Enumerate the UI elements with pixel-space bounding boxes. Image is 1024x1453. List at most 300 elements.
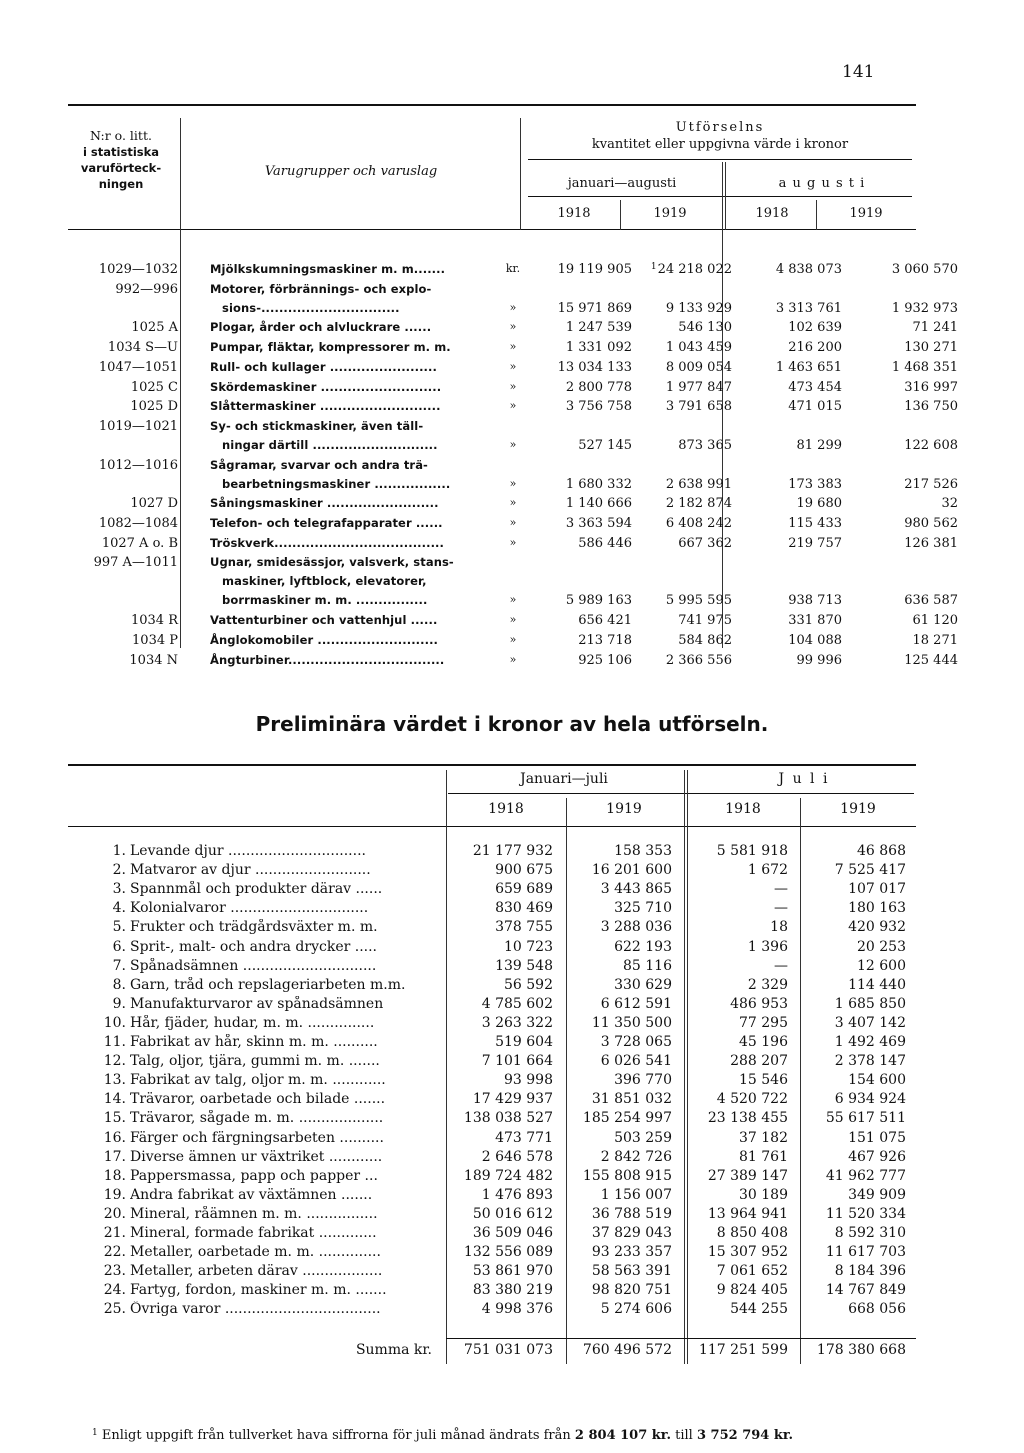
row-number: 1027 A o. B: [101, 535, 178, 551]
table-row: [60, 613, 958, 632]
row-number: 1034 R: [130, 613, 178, 629]
row-number: 1027 D: [130, 496, 178, 512]
sum-label: Summa kr.: [355, 1342, 432, 1358]
table-row: [60, 457, 958, 496]
row-unit: »: [509, 379, 517, 393]
row-name: Såningsmaskiner .........................: [210, 496, 439, 511]
table-row: [60, 281, 958, 320]
row-number: 15.: [103, 1110, 126, 1127]
value-jan-jul-1919: 5 274 606: [600, 1301, 672, 1318]
row-unit: »: [509, 593, 517, 607]
row-name: Rull- och kullager ........................: [210, 359, 437, 374]
value-jan-jul-1918: 56 592: [504, 976, 553, 993]
row-name: Övriga varor ...................................: [130, 1301, 381, 1318]
row-number: 20.: [103, 1205, 126, 1222]
value-jul-1919: 12 600: [857, 957, 906, 974]
table-row: [60, 1149, 920, 1168]
value-text: 6 408 242: [665, 516, 732, 531]
row-name: borrmaskiner m. m. ................: [222, 593, 428, 608]
row-name: Ånglokomobiler ...........................: [210, 632, 439, 647]
table-row: [60, 359, 958, 379]
value-aug-1918: 173 383: [788, 476, 842, 492]
value-text: 667 362: [678, 535, 732, 551]
value-jul-1919: 8 592 310: [834, 1225, 906, 1241]
value-jul-1918: 1 396: [747, 938, 788, 955]
value-jan-aug-1918: 3 363 594: [565, 516, 632, 531]
value-aug-1918: 216 200: [788, 340, 842, 356]
footnote-marker: 1: [92, 1428, 98, 1438]
value-aug-1919: 980 562: [904, 516, 958, 531]
table-row: [60, 1282, 920, 1301]
row-name: Pappersmassa, papp och papper ...: [130, 1167, 378, 1184]
row-name: Andra fabrikat av växtämnen .......: [130, 1186, 373, 1203]
value-jan-jul-1918: 36 509 046: [472, 1225, 553, 1241]
row-number: 3.: [112, 881, 126, 898]
value-jul-1918: 4 520 722: [716, 1091, 788, 1108]
row-number: 13.: [103, 1072, 126, 1089]
table-row: [60, 496, 958, 515]
row-name: Ugnar, smidesässjor, valsverk, stans-: [210, 555, 454, 570]
value-jul-1919: 14 767 849: [825, 1282, 906, 1299]
value-jan-aug-1919: [634, 516, 732, 531]
row-number: 14.: [103, 1091, 126, 1108]
value-jan-jul-1918: 132 556 089: [463, 1244, 553, 1261]
table-row: [60, 1225, 920, 1244]
value-jan-jul-1918: 659 689: [495, 881, 553, 898]
value-text: 873 365: [678, 437, 732, 453]
row-name: Fabrikat av hår, skinn m. m. ..........: [130, 1034, 378, 1050]
value-jul-1918: 7 061 652: [716, 1263, 788, 1280]
table-row: [60, 320, 958, 339]
row-number: 5.: [112, 919, 126, 936]
row-name: Fartyg, fordon, maskiner m. m. .......: [130, 1282, 387, 1299]
value-jan-aug-1919: [634, 593, 732, 608]
value-text: 741 975: [678, 613, 732, 629]
value-jan-aug-1919: [634, 536, 732, 551]
value-jan-jul-1919: 11 350 500: [591, 1014, 672, 1031]
value-text: 2 366 556: [665, 652, 732, 668]
footnote: [92, 1428, 793, 1443]
value-aug-1919: 1 468 351: [891, 359, 958, 375]
value-jan-jul-1918: 139 548: [495, 957, 553, 974]
value-jan-aug-1918: 3 756 758: [565, 399, 632, 415]
row-number: 12.: [103, 1053, 126, 1070]
row-number: 1019—1021: [98, 418, 178, 434]
value-jan-jul-1918: 53 861 970: [472, 1263, 553, 1280]
value-jan-aug-1919: [634, 613, 732, 628]
value-text: 3 791 658: [665, 399, 732, 415]
value-jul-1918: 30 189: [739, 1186, 788, 1203]
row-name: Sprit-, malt- och andra drycker .....: [130, 938, 378, 955]
row-number: 2.: [112, 862, 126, 879]
value-jul-1918: 37 182: [739, 1129, 788, 1146]
row-unit: »: [509, 632, 517, 646]
value-aug-1919: 18 271: [912, 632, 958, 648]
kvantitet-header: kvantitet eller uppgivna värde i kronor: [591, 137, 849, 152]
section-heading: Preliminära värdet i kronor av hela utförseln.: [255, 712, 769, 736]
value-jul-1919: 46 868: [857, 843, 906, 859]
value-aug-1919: 61 120: [912, 613, 958, 629]
value-jan-jul-1918: 519 604: [495, 1034, 553, 1050]
table-row: [60, 1072, 920, 1091]
row-number: 1012—1016: [98, 457, 178, 473]
value-text: 1 977 847: [665, 379, 732, 395]
value-jul-1918: —: [774, 900, 788, 917]
group-column-header: Varugrupper och varuslag: [264, 164, 438, 179]
table1-header-rule: [68, 229, 916, 230]
row-unit: kr.: [505, 262, 521, 275]
value-jul-1919: 20 253: [857, 938, 906, 955]
value-jul-1919: 107 017: [848, 881, 906, 898]
row-name: Levande djur ...............................: [130, 843, 366, 859]
value-aug-1919: 3 060 570: [891, 262, 958, 277]
value-jan-jul-1918: 4 785 602: [481, 995, 553, 1012]
value-aug-1918: 99 996: [796, 652, 842, 668]
row-number: 24.: [103, 1282, 126, 1299]
row-name: Matvaror av djur ..........................: [130, 862, 371, 879]
footnote-ref: 1: [650, 262, 657, 272]
table-row: [60, 632, 958, 652]
row-unit: »: [509, 516, 517, 529]
value-jan-jul-1918: 3 263 322: [481, 1014, 553, 1031]
row-number: 1025 C: [130, 379, 178, 395]
row-unit: »: [509, 359, 517, 373]
row-name: Sågramar, svarvar och andra trä-: [210, 457, 428, 472]
value-jan-aug-1918: 1 247 539: [565, 320, 632, 336]
value-jan-jul-1919: 622 193: [614, 938, 672, 955]
value-text: 5 995 595: [665, 593, 732, 609]
value-jul-1918: 8 850 408: [716, 1225, 788, 1241]
value-text: 8 009 054: [665, 359, 732, 375]
table-row: [60, 1301, 920, 1320]
value-jul-1918: 544 255: [730, 1301, 788, 1318]
value-jan-aug-1919: [634, 360, 732, 375]
value-jul-1918: 15 546: [739, 1072, 788, 1089]
row-number: 23.: [103, 1263, 126, 1280]
value-jan-jul-1919: 503 259: [614, 1129, 672, 1146]
value-jan-aug-1919: [634, 477, 732, 492]
table-row: [60, 262, 958, 281]
row-number: 9.: [112, 995, 126, 1012]
table-row: [60, 862, 920, 881]
value-jul-1919: 180 163: [848, 900, 906, 917]
table-row: [60, 399, 958, 418]
juli-header: J u l i: [778, 771, 830, 787]
value-jan-jul-1919: 6 612 591: [600, 995, 672, 1012]
row-name: Slåttermaskiner ...........................: [210, 399, 441, 414]
value-aug-1918: 81 299: [796, 437, 842, 453]
value-jul-1919: 420 932: [848, 919, 906, 936]
row-name: Metaller, arbeten därav ..................: [130, 1263, 383, 1280]
value-jan-aug-1918: 527 145: [578, 437, 632, 453]
row-unit: »: [509, 476, 517, 490]
value-jan-jul-1918: 473 771: [495, 1129, 553, 1146]
value-aug-1919: 316 997: [904, 379, 958, 395]
value-jan-aug-1918: 586 446: [578, 535, 632, 551]
row-unit: »: [509, 496, 517, 510]
row-name: Hår, fjäder, hudar, m. m. ...............: [130, 1014, 375, 1031]
value-jan-jul-1919: 3 288 036: [600, 919, 672, 936]
table-row: [60, 1206, 920, 1225]
value-jul-1918: 27 389 147: [707, 1167, 788, 1184]
value-jul-1919: 3 407 142: [834, 1014, 906, 1031]
value-aug-1919: 125 444: [904, 652, 958, 668]
value-jan-jul-1918: 138 038 527: [463, 1110, 553, 1127]
value-text: 1 043 459: [665, 340, 732, 356]
row-name: Trävaror, sågade m. m. ...................: [130, 1110, 384, 1127]
row-name: Mineral, formade fabrikat .............: [130, 1225, 377, 1241]
page-number: 141: [842, 62, 875, 82]
value-jul-1919: 8 184 396: [834, 1263, 906, 1280]
row-name: Motorer, förbrännings- och explo-: [210, 281, 432, 296]
jan-aug-header: januari—augusti: [567, 176, 677, 191]
value-jan-jul-1919: 31 851 032: [591, 1091, 672, 1108]
table-row: [60, 340, 958, 359]
value-jan-jul-1918: 830 469: [495, 900, 553, 917]
row-name: Trävaror, oarbetade och bilade .......: [130, 1091, 386, 1108]
value-jan-jul-1918: 50 016 612: [472, 1205, 553, 1222]
value-jul-1919: 1 492 469: [834, 1034, 906, 1050]
value-jan-aug-1918: 13 034 133: [557, 359, 632, 375]
value-aug-1919: 130 271: [904, 340, 958, 356]
value-jul-1919: 2 378 147: [834, 1053, 906, 1070]
value-jul-1919: 151 075: [848, 1129, 906, 1146]
value-jul-1919: 114 440: [848, 976, 906, 993]
t2-year-1919-b: 1919: [840, 801, 876, 817]
value-aug-1918: 104 088: [788, 632, 842, 648]
row-number: 25.: [103, 1301, 126, 1318]
table-row: [60, 977, 920, 996]
row-number: 997 A—1011: [93, 555, 178, 571]
value-jan-aug-1919: [634, 380, 732, 395]
row-unit: »: [509, 652, 517, 666]
value-jan-aug-1918: 213 718: [578, 632, 632, 648]
value-aug-1919: 126 381: [904, 535, 958, 551]
value-jul-1919: 349 909: [848, 1186, 906, 1203]
row-name: Spånadsämnen ..............................: [130, 957, 377, 974]
row-number: 1047—1051: [98, 359, 178, 375]
row-number: 21.: [103, 1225, 126, 1241]
table-row: [60, 881, 920, 900]
value-jul-1919: 11 617 703: [825, 1244, 906, 1261]
value-aug-1919: 136 750: [904, 399, 958, 415]
value-jan-jul-1919: 37 829 043: [591, 1225, 672, 1241]
value-jul-1919: 41 962 777: [825, 1167, 906, 1184]
jan-jul-header: Januari—juli: [520, 771, 608, 787]
table-row: [60, 996, 920, 1015]
row-unit: »: [509, 535, 517, 549]
value-jul-1919: 154 600: [848, 1072, 906, 1089]
value-jan-jul-1918: 1 476 893: [481, 1186, 553, 1203]
value-jan-jul-1919: 158 353: [614, 843, 672, 859]
value-jul-1918: 288 207: [730, 1053, 788, 1070]
row-unit: »: [509, 300, 517, 314]
value-jul-1919: 6 934 924: [834, 1091, 906, 1108]
row-name: Färger och färgningsarbeten ..........: [130, 1129, 384, 1146]
value-jul-1918: 23 138 455: [707, 1110, 788, 1127]
row-number: 22.: [103, 1244, 126, 1261]
row-name: Mineral, råämnen m. m. ................: [130, 1205, 378, 1222]
table-row: [60, 958, 920, 977]
value-jan-aug-1919: [634, 320, 732, 335]
value-jan-aug-1918: 19 119 905: [557, 262, 632, 277]
value-jul-1918: 1 672: [747, 862, 788, 879]
value-jul-1919: 1 685 850: [834, 995, 906, 1012]
value-aug-1918: 1 463 651: [775, 359, 842, 375]
table-row: [60, 379, 958, 399]
value-jan-aug-1918: 15 971 869: [557, 300, 632, 316]
value-jul-1918: 486 953: [730, 995, 788, 1012]
t2-year-1919-a: 1919: [606, 801, 642, 817]
row-name: Metaller, oarbetade m. m. ..............: [130, 1244, 381, 1261]
value-text: 546 130: [678, 320, 732, 336]
value-jul-1918: 2 329: [747, 976, 788, 993]
value-text: 2 182 874: [665, 496, 732, 512]
row-number: 10.: [103, 1014, 126, 1031]
table-row: [60, 535, 958, 555]
value-aug-1918: 19 680: [796, 496, 842, 512]
value-jan-aug-1919: [634, 301, 732, 316]
value-jan-aug-1919: [634, 399, 732, 414]
sum-row: [60, 1342, 920, 1361]
value-jan-jul-1919: 6 026 541: [600, 1053, 672, 1070]
value-jan-aug-1918: 1 331 092: [565, 340, 632, 356]
value-jan-jul-1919: 1 156 007: [600, 1186, 672, 1203]
value-aug-1918: 3 313 761: [775, 300, 842, 316]
value-aug-1919: 217 526: [904, 476, 958, 492]
row-number: 17.: [103, 1148, 126, 1165]
value-aug-1918: 938 713: [788, 593, 842, 609]
value-aug-1918: 115 433: [788, 516, 842, 531]
table-row: [60, 1187, 920, 1206]
value-aug-1918: 219 757: [788, 535, 842, 551]
row-name: Pumpar, fläktar, kompressorer m. m.: [210, 340, 451, 355]
value-jan-aug-1918: 925 106: [578, 652, 632, 668]
footnote-to: 3 752 794 kr.: [696, 1428, 794, 1443]
value-text: 9 133 929: [665, 300, 732, 316]
t2-year-1918-b: 1918: [725, 801, 761, 817]
row-name: maskiner, lyftblock, elevatorer,: [222, 574, 427, 589]
table-row: [60, 1263, 920, 1282]
value-jan-jul-1919: 93 233 357: [591, 1244, 672, 1261]
value-jan-jul-1919: 396 770: [614, 1072, 672, 1089]
row-number: 16.: [103, 1129, 126, 1146]
row-number: 7.: [112, 957, 126, 974]
table-row: [60, 900, 920, 919]
value-aug-1919: 32: [941, 496, 958, 512]
value-jul-1919: 7 525 417: [834, 862, 906, 879]
value-jul-1918: —: [774, 957, 788, 974]
value-jan-jul-1919: 330 629: [614, 976, 672, 993]
row-name: bearbetningsmaskiner .................: [222, 476, 451, 491]
value-jan-jul-1919: 98 820 751: [591, 1282, 672, 1299]
value-jul-1919: 55 617 511: [825, 1110, 906, 1127]
year-1919-a: 1919: [653, 206, 687, 221]
value-jul-1919: 467 926: [848, 1148, 906, 1165]
value-jan-jul-1918: 4 998 376: [481, 1301, 553, 1318]
table-row: [60, 1110, 920, 1129]
value-jul-1918: 77 295: [739, 1014, 788, 1031]
value-jan-aug-1918: 1 680 332: [565, 476, 632, 492]
nr-column-header: N:r o. litt. i statistiska varuförteck- ningen: [80, 128, 162, 191]
value-jan-jul-1918: 900 675: [495, 862, 553, 879]
row-name: Telefon- och telegrafapparater ......: [210, 516, 443, 530]
row-number: 1.: [112, 843, 126, 859]
row-number: 1034 P: [132, 632, 178, 648]
value-jan-aug-1919: [634, 633, 732, 648]
year-1918-b: 1918: [755, 206, 789, 221]
table-row: [60, 1015, 920, 1034]
sum-value-1919-jul: 178 380 668: [816, 1342, 906, 1358]
row-number: 1025 A: [131, 320, 178, 336]
value-jan-jul-1918: 10 723: [504, 938, 553, 955]
table-row: [60, 555, 958, 612]
sum-value-1918-jan-jul: 751 031 073: [463, 1342, 553, 1358]
row-name: Sy- och stickmaskiner, även täll-: [210, 418, 424, 433]
row-name: Fabrikat av talg, oljor m. m. ............: [130, 1072, 386, 1089]
sum-value-1918-jul: 117 251 599: [698, 1342, 788, 1358]
footnote-middle: till: [671, 1428, 697, 1443]
value-aug-1918: 331 870: [788, 613, 842, 629]
row-name: Skördemaskiner ...........................: [210, 379, 442, 394]
row-number: 1025 D: [130, 399, 178, 415]
value-jan-jul-1918: 378 755: [495, 919, 553, 936]
value-jan-aug-1919: [634, 262, 732, 277]
row-number: 992—996: [115, 281, 178, 297]
value-jul-1918: 9 824 405: [716, 1282, 788, 1299]
row-name: Frukter och trädgårdsväxter m. m.: [130, 919, 378, 936]
row-name: Tröskverk......................................: [210, 535, 444, 550]
table-row: [60, 1034, 920, 1053]
value-jan-jul-1918: 7 101 664: [481, 1053, 553, 1070]
table-row: [60, 1244, 920, 1263]
row-unit: »: [509, 320, 517, 334]
value-aug-1919: 71 241: [912, 320, 958, 336]
value-aug-1919: 636 587: [904, 593, 958, 609]
row-name: Plogar, årder och alvluckrare ......: [210, 320, 432, 335]
value-jan-jul-1919: 155 808 915: [582, 1167, 672, 1184]
value-jul-1919: 11 520 334: [825, 1205, 906, 1222]
value-jan-jul-1919: 2 842 726: [600, 1148, 672, 1165]
row-name: Garn, tråd och repslageriarbeten m.m.: [130, 976, 406, 993]
value-jan-aug-1919: [634, 496, 732, 511]
value-jan-jul-1919: 3 728 065: [600, 1034, 672, 1050]
table-row: [60, 1091, 920, 1110]
value-jan-jul-1918: 93 998: [504, 1072, 553, 1089]
value-text: 24 218 022: [657, 262, 732, 277]
row-name: Mjölkskumningsmaskiner m. m.......: [210, 262, 446, 276]
table-row: [60, 516, 958, 535]
value-jan-jul-1919: 3 443 865: [600, 881, 672, 898]
table-row: [60, 652, 958, 672]
row-number: 19.: [103, 1186, 126, 1203]
table-row: [60, 1168, 920, 1187]
value-jul-1918: 13 964 941: [707, 1205, 788, 1222]
value-jul-1918: 18: [770, 919, 788, 936]
value-text: 2 638 991: [665, 476, 732, 492]
value-jan-jul-1918: 83 380 219: [472, 1282, 553, 1299]
value-jan-jul-1918: 21 177 932: [472, 843, 553, 859]
row-unit: »: [509, 613, 517, 627]
value-jan-jul-1919: 185 254 997: [582, 1110, 672, 1127]
value-jan-aug-1919: [634, 438, 732, 453]
row-name: Ångturbiner...................................: [210, 652, 445, 667]
row-number: 1034 S—U: [107, 340, 178, 356]
row-number: 8.: [112, 976, 126, 993]
value-jan-aug-1918: 5 989 163: [565, 593, 632, 609]
row-unit: »: [509, 399, 517, 413]
row-name: Kolonialvaror ...............................: [130, 900, 369, 917]
